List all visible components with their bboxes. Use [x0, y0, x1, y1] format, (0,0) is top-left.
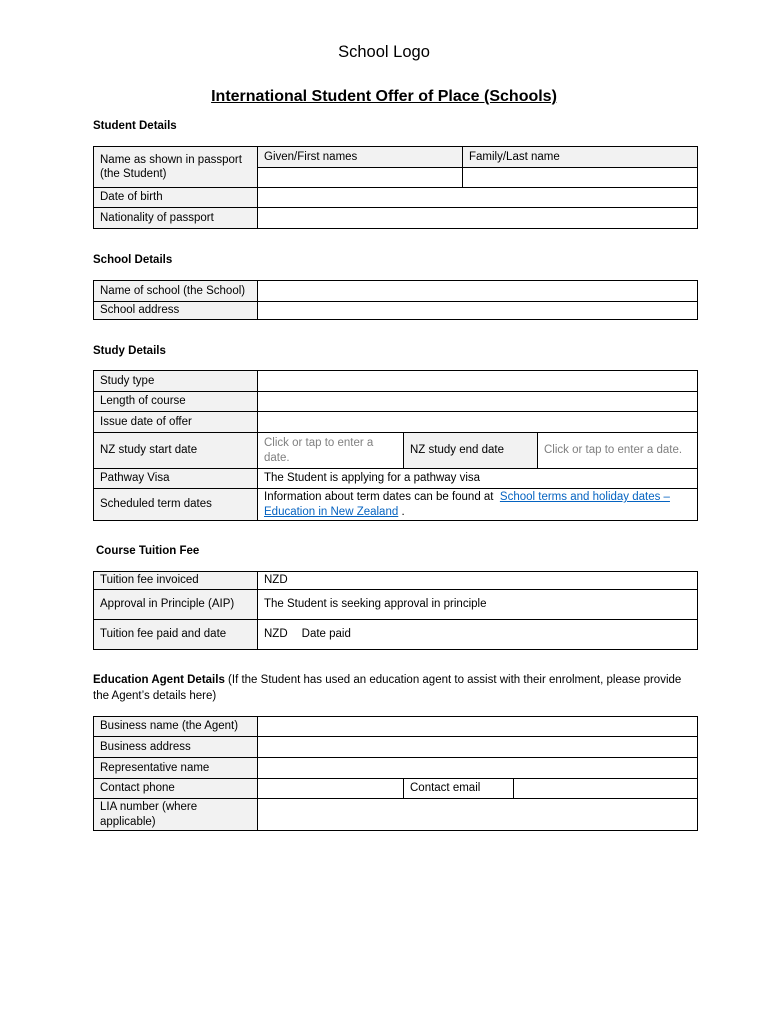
school-logo: School Logo [338, 43, 430, 61]
passport-name-label: Name as shown in passport (the Student) [94, 147, 258, 188]
school-address-field[interactable] [258, 302, 698, 320]
agent-phone-label: Contact phone [94, 779, 258, 799]
pathway-visa-label: Pathway Visa [94, 469, 258, 489]
study-type-field[interactable] [258, 371, 698, 392]
agent-heading-title: Education Agent Details [93, 674, 225, 686]
agent-phone-field[interactable] [258, 779, 404, 799]
agent-details-table [93, 716, 698, 831]
school-details-table [93, 280, 698, 320]
student-details-table [93, 146, 698, 229]
fee-invoiced-label: Tuition fee invoiced [94, 572, 258, 590]
school-details-heading: School Details [93, 254, 173, 266]
agent-rep-name-field[interactable] [258, 758, 698, 779]
course-length-label: Length of course [94, 392, 258, 412]
tuition-fee-table [93, 571, 698, 650]
given-names-label: Given/First names [258, 147, 463, 168]
fee-paid-currency: NZD [264, 627, 288, 640]
fee-paid-value [258, 619, 698, 649]
term-dates-text: Information about term dates can be found at [264, 491, 494, 503]
term-dates-end: . [401, 505, 405, 518]
end-date-picker[interactable]: Click or tap to enter a date. [538, 433, 698, 469]
school-name-field[interactable] [258, 281, 698, 302]
agent-lia-field[interactable] [258, 799, 698, 831]
given-names-field[interactable] [258, 168, 463, 188]
agent-heading-note: (If the Student has used an education agent to assist with their enrolment, please provide the Agent’s details here) [93, 674, 682, 702]
agent-business-address-field[interactable] [258, 737, 698, 758]
fee-paid-label: Tuition fee paid and date [94, 619, 258, 649]
agent-business-address-label: Business address [94, 737, 258, 758]
aip-label: Approval in Principle (AIP) [94, 589, 258, 619]
term-dates-info [258, 489, 698, 521]
student-details-heading: Student Details [93, 120, 177, 132]
dob-label: Date of birth [94, 188, 258, 208]
issue-date-label: Issue date of offer [94, 412, 258, 433]
nationality-field[interactable] [258, 208, 698, 229]
nationality-label: Nationality of passport [94, 208, 258, 229]
tuition-fee-heading: Course Tuition Fee [96, 545, 200, 557]
start-date-picker[interactable]: Click or tap to enter a date. [258, 433, 404, 469]
term-dates-label: Scheduled term dates [94, 489, 258, 521]
dob-field[interactable] [258, 188, 698, 208]
course-length-field[interactable] [258, 392, 698, 412]
agent-email-label: Contact email [404, 779, 514, 799]
family-name-field[interactable] [463, 168, 698, 188]
pathway-visa-value: The Student is applying for a pathway visa [258, 469, 698, 489]
agent-rep-name-label: Representative name [94, 758, 258, 779]
issue-date-field[interactable] [258, 412, 698, 433]
aip-value: The Student is seeking approval in principle [258, 589, 698, 619]
agent-business-name-label: Business name (the Agent) [94, 717, 258, 737]
study-type-label: Study type [94, 371, 258, 392]
agent-email-field[interactable] [514, 779, 698, 799]
term-dates-link[interactable]: School terms and holiday dates – Education in New Zealand [264, 491, 670, 518]
study-details-table [93, 370, 698, 521]
agent-business-name-field[interactable] [258, 717, 698, 737]
document-title: International Student Offer of Place (Schools) [211, 88, 557, 105]
school-name-label: Name of school (the School) [94, 281, 258, 302]
school-address-label: School address [94, 302, 258, 320]
study-details-heading: Study Details [93, 345, 166, 357]
agent-details-heading [93, 673, 693, 704]
family-name-label: Family/Last name [463, 147, 698, 168]
date-paid-label: Date paid [301, 627, 351, 640]
fee-invoiced-value: NZD [258, 572, 698, 590]
start-date-label: NZ study start date [94, 433, 258, 469]
end-date-label: NZ study end date [404, 433, 538, 469]
agent-lia-label: LIA number (where applicable) [94, 799, 258, 831]
